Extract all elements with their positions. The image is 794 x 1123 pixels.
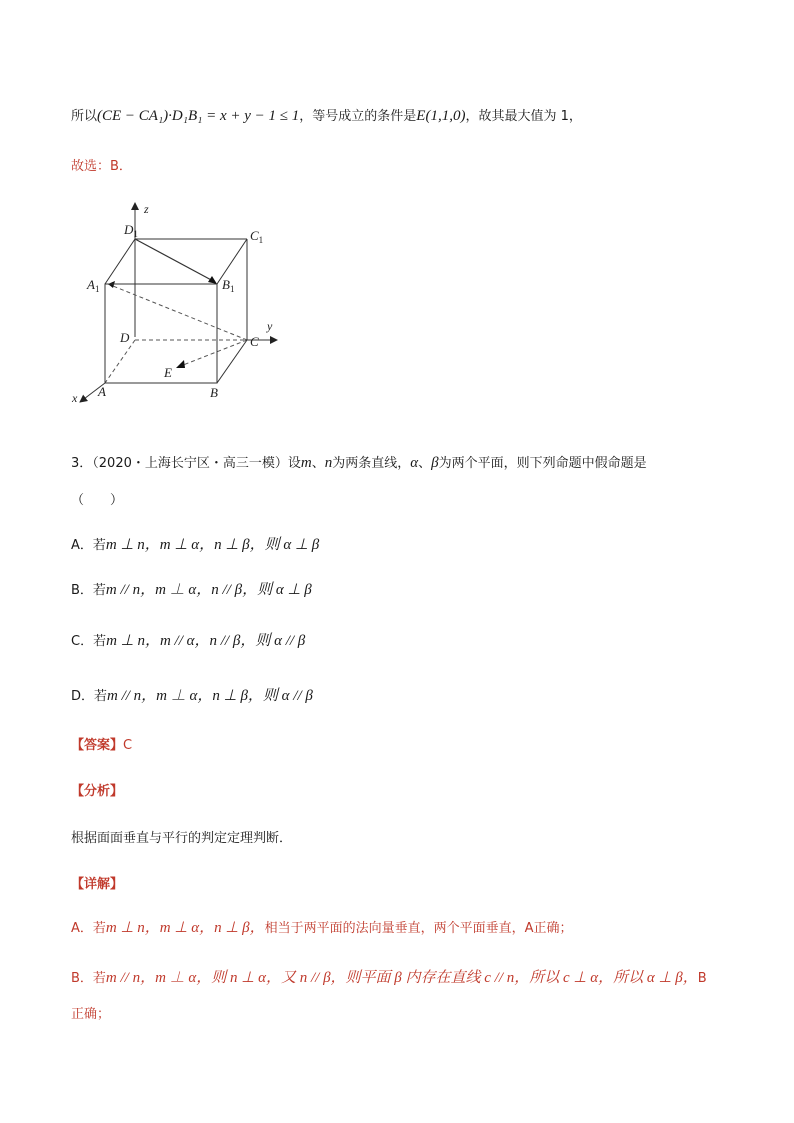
cube-figure: [70, 197, 300, 407]
label-c: C: [250, 334, 259, 349]
label-z: z: [144, 202, 149, 216]
line1-expression: (CE − CA₁)·D₁B₁ = x + y − 1 ≤ 1: [97, 108, 300, 124]
line1-mid: ，等号成立的条件是: [299, 109, 417, 124]
detail-a: A．若m ⊥ n，m ⊥ α，n ⊥ β，相当于两平面的法向量垂直，两个平面垂直，A正确；: [71, 920, 573, 936]
answer-value: C: [123, 738, 133, 753]
label-d: D: [120, 330, 130, 345]
option-b: B．若m // n，m ⊥ α，n // β，则 α ⊥ β: [71, 582, 312, 598]
label-a: A: [98, 384, 106, 399]
label-y: y: [267, 319, 273, 333]
choose-line: 故选：B．: [71, 159, 132, 174]
label-c1: $C_1$: [250, 228, 264, 245]
solution-line-1: [71, 106, 582, 127]
label-x: x: [72, 391, 78, 405]
answer-line: [71, 736, 132, 756]
line1-suffix: ，故其最大值为 1，: [465, 109, 582, 124]
label-a1: $A_1$: [87, 277, 100, 294]
question-prefix: 3．（2020・上海长宁区・高三一模）设: [71, 456, 301, 471]
question-3-blank: （ ）: [71, 493, 124, 508]
vector-d1b1: [135, 239, 215, 282]
line1-prefix: 所以: [71, 109, 98, 124]
label-b1: $B_1$: [222, 277, 235, 294]
label-b: B: [210, 385, 218, 400]
analysis-text: 根据面面垂直与平行的判定定理判断．: [71, 831, 293, 846]
detail-label: 【详解】: [71, 877, 124, 892]
line1-point: E(1,1,0): [416, 108, 466, 124]
question-3-line-1: 3．（2020・上海长宁区・高三一模）设m、n为两条直线，α、β为两个平面，则下列命题中假命题是: [71, 455, 647, 471]
label-e: E: [164, 365, 172, 380]
label-d1: $D_1$: [124, 222, 138, 239]
option-c: C．若m ⊥ n，m // α，n // β，则 α // β: [71, 633, 306, 649]
detail-b-line2: 正确；: [71, 1007, 111, 1022]
answer-label: 【答案】: [71, 738, 124, 753]
option-d: D．若m // n，m ⊥ α，n ⊥ β，则 α // β: [71, 688, 313, 704]
option-a: A．若m ⊥ n，m ⊥ α，n ⊥ β，则 α ⊥ β: [71, 537, 320, 553]
vector-ce: [178, 340, 247, 367]
analysis-label: 【分析】: [71, 784, 124, 799]
detail-b: B．若m // n，m ⊥ α，则 n ⊥ α，又 n // β，则平面 β 内存在直线 c // n，所以 c ⊥ α，所以 α ⊥ β，B: [71, 970, 707, 986]
